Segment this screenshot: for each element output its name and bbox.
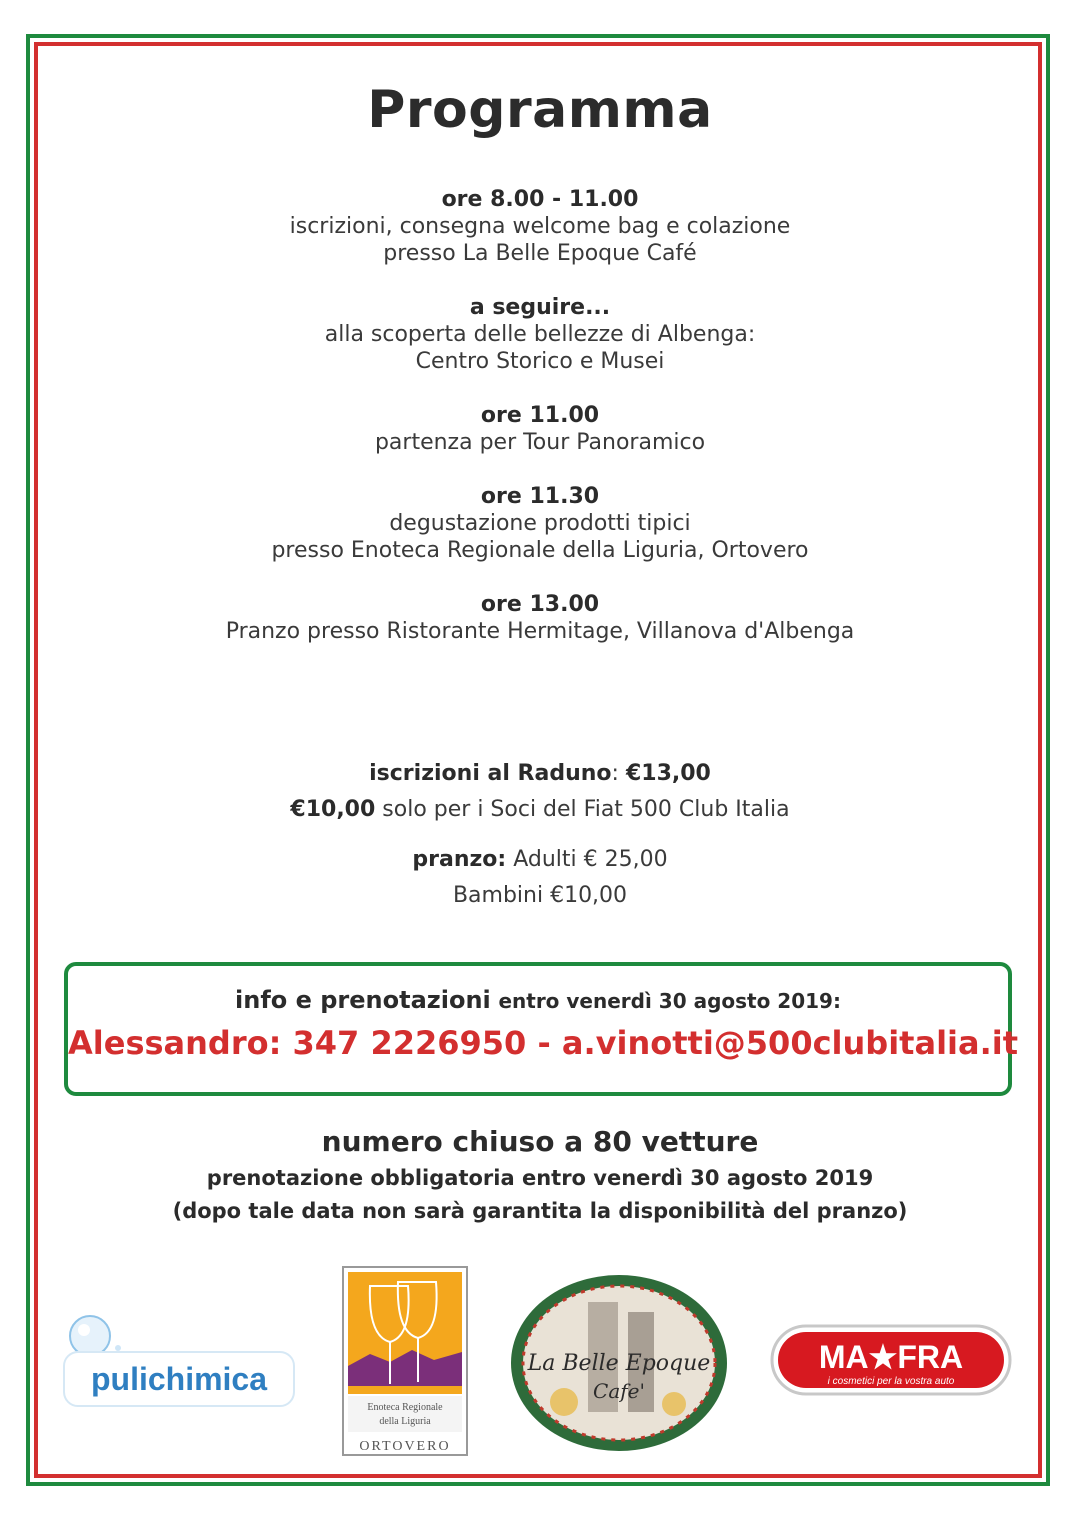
- enoteca-place: ORTOVERO: [359, 1439, 451, 1454]
- lunch-children: Bambini €10,00: [452, 883, 628, 908]
- schedule: [0, 186, 1080, 672]
- member-price: €10,00: [290, 797, 376, 822]
- schedule-text: Pranzo presso Ristorante Hermitage, Villanova d'Albenga: [225, 619, 855, 644]
- schedule-item: [0, 294, 1080, 375]
- pulichimica-logo: [62, 1308, 298, 1418]
- schedule-text: presso Enoteca Regionale della Liguria, Ortovero: [271, 538, 809, 563]
- mafra-tagline: i cosmetici per la vostra auto: [827, 1376, 955, 1387]
- info-label: info e prenotazioni: [235, 986, 491, 1014]
- schedule-time: ore 13.00: [480, 592, 600, 617]
- schedule-time: ore 11.00: [480, 403, 600, 428]
- schedule-text: Centro Storico e Musei: [415, 349, 665, 374]
- schedule-item: [0, 402, 1080, 456]
- closing-notes: [0, 1122, 1080, 1228]
- availability-note: (dopo tale data non sarà garantita la disponibilità del pranzo): [172, 1199, 908, 1223]
- page-title: Programma: [367, 80, 713, 140]
- schedule-text: degustazione prodotti tipici: [389, 511, 691, 536]
- schedule-item: [0, 591, 1080, 645]
- enoteca-text-2: della Liguria: [379, 1416, 431, 1427]
- schedule-text: alla scoperta delle bellezze di Albenga:: [324, 322, 756, 347]
- mafra-logo: [770, 1324, 1012, 1396]
- lunch-adults: Adulti € 25,00: [513, 847, 668, 872]
- member-text: solo per i Soci del Fiat 500 Club Italia: [382, 797, 790, 822]
- schedule-time: ore 8.00 - 11.00: [441, 187, 639, 212]
- info-box: [64, 962, 1019, 1096]
- pulichimica-text: pulichimica: [90, 1361, 268, 1397]
- fees-section: [0, 756, 1080, 914]
- member-fee: [0, 792, 1080, 828]
- schedule-item: [0, 483, 1080, 564]
- registration-label: iscrizioni al Raduno: [369, 761, 612, 786]
- contact-line: Alessandro: 347 2226950 - a.vinotti@500clubitalia.it: [68, 1024, 1019, 1062]
- belle-epoque-text-1: La Belle Epoque: [527, 1351, 711, 1376]
- schedule-time: a seguire...: [469, 295, 611, 320]
- belle-epoque-text-2: Cafe': [593, 1379, 645, 1403]
- schedule-time: ore 11.30: [480, 484, 600, 509]
- info-heading: [68, 986, 1008, 1014]
- enoteca-text-1: Enoteca Regionale: [367, 1402, 443, 1413]
- mafra-text: MA★FRA: [818, 1339, 964, 1375]
- lunch-fee: [0, 842, 1080, 878]
- registration-fee: iscrizioni al Raduno: €13,00: [369, 761, 711, 786]
- lunch-label: pranzo:: [412, 847, 507, 872]
- booking-note: prenotazione obbligatoria entro venerdì 30 agosto 2019: [206, 1166, 874, 1190]
- enoteca-logo: [342, 1266, 468, 1456]
- schedule-item: [0, 186, 1080, 267]
- registration-price: €13,00: [625, 761, 711, 786]
- schedule-text: presso La Belle Epoque Café: [383, 241, 697, 266]
- vehicle-limit: numero chiuso a 80 vetture: [321, 1125, 759, 1158]
- belle-epoque-logo: [508, 1272, 730, 1454]
- info-deadline: entro venerdì 30 agosto 2019:: [498, 989, 841, 1013]
- schedule-text: partenza per Tour Panoramico: [374, 430, 706, 455]
- schedule-text: iscrizioni, consegna welcome bag e colazione: [289, 214, 791, 239]
